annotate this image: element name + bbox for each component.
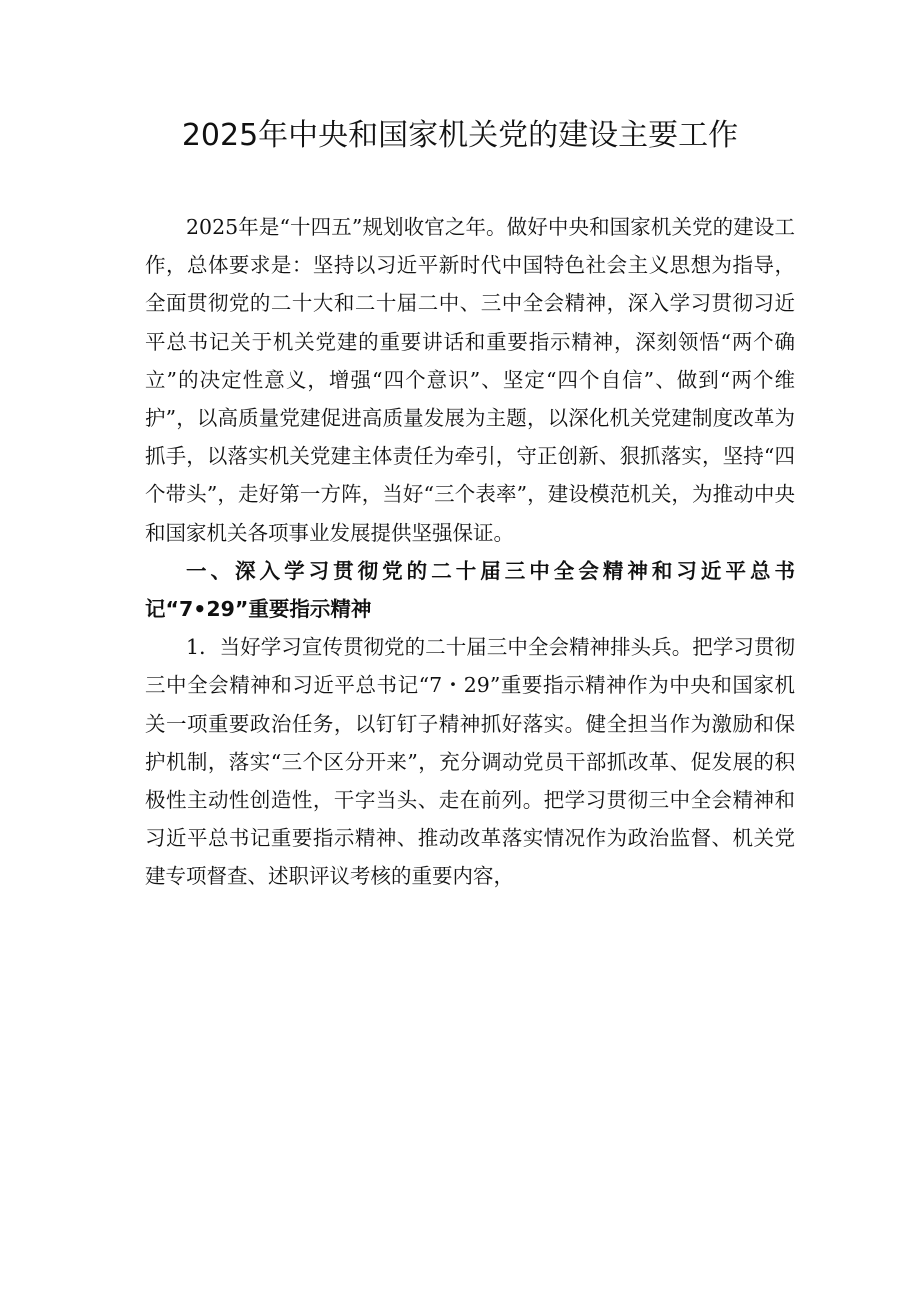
intro-paragraph: 2025年是“十四五”规划收官之年。做好中央和国家机关党的建设工作，总体要求是：坚持以习近平新时代中国特色社会主义思想为指导，全面贯彻党的二十大和二十届二中、三中全会精神，深入学习贯彻习近平总书记关于机关党建的重要讲话和重要指示精神，深刻领悟“两个确立”的决定性意义，增强“四个意识”、坚定“四个自信”、做到“两个维护”，以高质量党建促进高质量发展为主题，以深化机关党建制度改革为抓手，以落实机关党建主体责任为牵引，守正创新、狠抓落实，坚持“四个带头”，走好第一方阵，当好“三个表率”，建设模范机关，为推动中央和国家机关各项事业发展提供坚强保证。 <box>145 215 795 545</box>
document-title: 2025年中央和国家机关党的建设主要工作 <box>181 118 739 153</box>
document-body <box>145 208 795 896</box>
section-heading-1: 一、深入学习贯彻党的二十届三中全会精神和习近平总书记“7•29”重要指示精神 <box>145 558 795 622</box>
item-paragraph-1: 1．当好学习宣传贯彻党的二十届三中全会精神排头兵。把学习贯彻三中全会精神和习近平总书记“7・29”重要指示精神作为中央和国家机关一项重要政治任务，以钉钉子精神抓好落实。健全担当作为激励和保护机制，落实“三个区分开来”，充分调动党员干部抓改革、促发展的积极性主动性创造性，干字当头、走在前列。把学习贯彻三中全会精神和习近平总书记重要指示精神、推动改革落实情况作为政治监督、机关党建专项督查、述职评议考核的重要内容， <box>145 635 795 889</box>
